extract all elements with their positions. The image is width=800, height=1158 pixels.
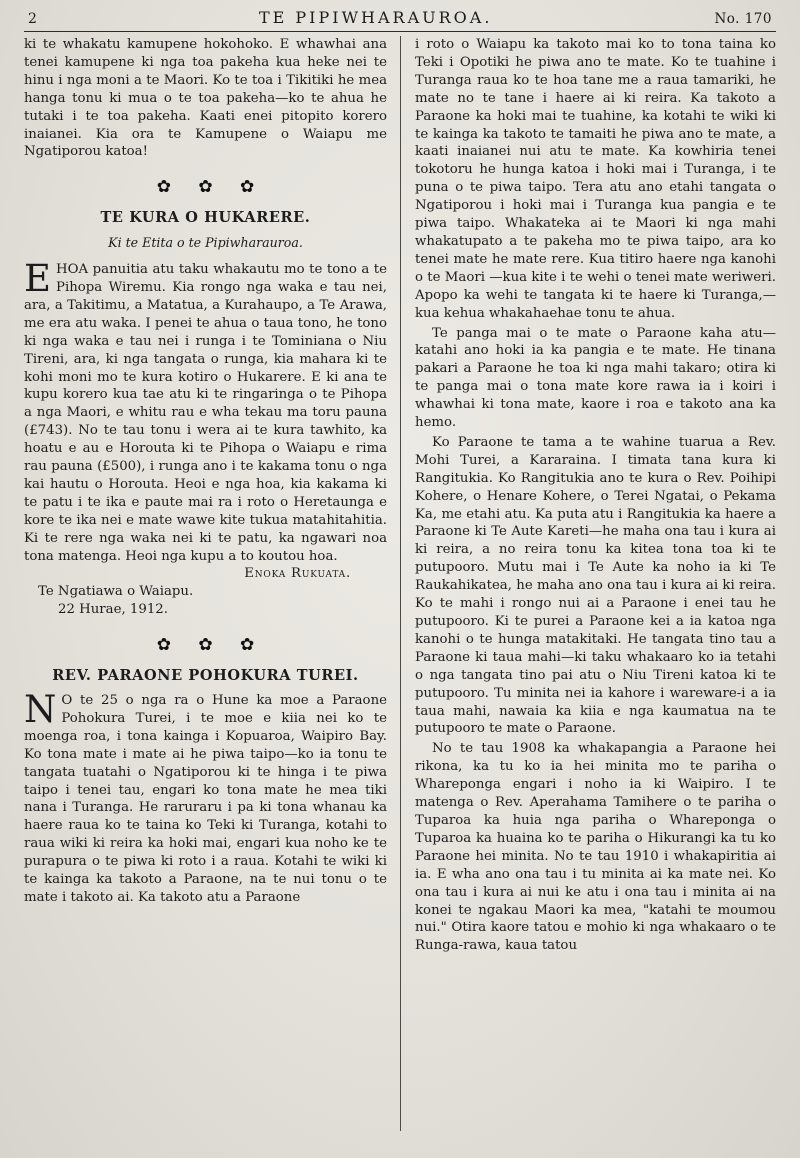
paper-title: TE PIPIWHARAUROA.: [258, 8, 493, 27]
article1-signature-place: Te Ngatiawa o Waiapu.: [38, 584, 194, 600]
article1-signature-date: 22 Hurae, 1912.: [58, 602, 168, 618]
ornament-row-1: ✿ ✿ ✿: [156, 177, 255, 198]
right-paragraph-3: Ko Paraone te tama a te wahine tuarua a Rev. Mohi Turei, a Kararaina. I timata tana kura ki Rangitukia. Ko Rangitukia ano te kura o Rev. Poihipi Kohere, o Henare Kohere, o Terei Ngatai, o Pekama Ka, me etahi atu. Ka puta atu i Rangitukia ka haere a Paraone ki Te Aute Kareti—he maha ona tau i kura ai ki reira, a no reira tonu ka kitea tona toa ki te putupooro. Mutu mai i Te Aute ka noho ia ki Te Raukahikatea, he maha ano ona tau i kura ai ki reira. Ko te mahi i rongo nui ai a Paraone i enei tau he putupooro. Ki te purei a Paraone kei a ia katoa nga kanohi o te hunga matakitaki. He tangata tino tau a Paraone ki taua mahi—ki taku whakaaro ko ia tetahi o nga tangata tino pai atu o Niu Tireni katoa ki te putupooro. Tu minita nei ia kahore i wareware-i a ia taua mahi, nawaia ka kiia e nga kaumatua na te putupooro te mate o Paraone.: [415, 434, 776, 737]
article1-heading: TE KURA O HUKARERE.: [100, 209, 311, 227]
right-paragraph-2: Te panga mai o te mate o Paraone kaha atu—katahi ano hoki ia ka pangia e te mate. He tinana pakari a Paraone he toa ki nga mahi takaro; otira ki te panga mai o tona mate kore rawa ia i koiri i whawhai ki tona mate, kaore i roa e takoto ana ka hemo.: [415, 325, 776, 431]
continuation-paragraph: ki te whakatu kamupene hokohoko. E whawhai ana tenei kamupene ki nga toa pakeha kua heke nei te hinu i nga moni a te Maori. Ko te toa i Tikitiki he mea hanga tonu ki mua o te toa pakeha—ko te ahua he tutaki i te toa pakeha. Kaati enei pitopito korero inaianei. Kia ora te Kamupene o Waiapu me Ngatiporou katoa!: [24, 37, 387, 160]
article2-body: [24, 688, 387, 907]
article2-heading: REV. PARAONE POHOKURA TUREI.: [52, 667, 359, 685]
article1-subheading: Ki te Etita o te Pipiwharauroa.: [108, 235, 303, 251]
ornament-row-2: ✿ ✿ ✿: [156, 635, 255, 656]
article1-signature: Enoka Rukuata.: [244, 566, 351, 582]
article2-dropcap: N: [24, 688, 57, 731]
right-paragraph-4: No te tau 1908 ka whakapangia a Paraone hei rikona, ka tu ko ia hei minita mo te pariha o Whareponga engari i noho ia ki Waipiro. I te matenga o Rev. Aperahama Tamihere o te pariha o Tuparoa ka huia nga pariha o Whareponga o Tuparoa ka huaina ko te pariha o Hikurangi ka tu ko Paraone hei minita. No te tau 1910 i whakapiritia ai ia. E wha ano ona tau i tu minita ai ka mate nei. Ko ona tau i kura ai nui ke atu i ona tau i minita ai na konei te ngakau Maori ka mea, "katahi te moumou nui." Otira kaore tatou e mohio ki nga whakaaro o te Runga-rawa, kaua tatou: [415, 741, 776, 954]
issue-number: No. 170: [714, 11, 772, 27]
article1-body-text: HOA panuitia atu taku whakautu mo te tono a te Pihopa Wiremu. Kia rongo nga waka e tau nei, ara, a Takitimu, a Matatua, a Kurahaupo, a Te Arawa, me era atu waka. I penei te ahua o taua tono, he tono ki nga waka e tau nei i runga i te Tominiana o Niu Tireni, ara, ki nga tangata o runga, kia mahara ki te kohi moni mo te kura kotiro o Hukarere. E ki ana te kupu korero kua tae atu ki te ringaringa o te Pihopa a nga Maori, e whitu rau e wha tekau ma toru pauna (£743). No te tau tonu i wera ai te kura tawhito, ka hoatu e au e Horouta ki te Pihopa o Waiapu e rima rau pauna (£500), i runga ano i te kakama tonu o nga kai hautu o Horouta. Heoi e nga hoa, kia kakama ki te patu i te ika e paute mai ra i roto o Heretaunga e kore te ika nei e mate wawe kite tukua matahitahitia. Ki te rere nga waka nei ki te patu, ka ngawari noa tona matenga. Heoi nga kupu a to koutou hoa.: [24, 262, 387, 564]
article2-body-text: O te 25 o nga ra o Hune ka moe a Paraone Pohokura Turei, i te moe e kiia nei ko te moenga roa, i tona kainga i Kopuaroa, Waipiro Bay. Ko tona mate i mate ai he piwa taipo—ko ia tonu te tangata tuatahi o Ngatiporou ki te hinga i te piwa taipo i tenei tau, engari ko tona mate he mea tiki nana i Turanga. He raruraru i pa ki tona whanau ka haere raua ko te taina ko Teki ki Turanga, kotahi to raua wiki ki reira ka hoki mai, engari kua noho ke te purapura o te piwa ki roto i a raua. Kotahi te wiki ki te kainga ka takoto a Paraone, na te nui tonu o te mate i takoto ai. Ka takoto atu a Paraone: [24, 693, 387, 905]
left-column: [24, 36, 400, 1131]
page-columns: [24, 36, 776, 1131]
article1-body: [24, 257, 387, 565]
masthead: [24, 6, 776, 32]
page-number: 2: [28, 11, 37, 27]
article1-dropcap: E: [24, 257, 52, 301]
right-paragraph-1: i roto o Waiapu ka takoto mai ko to tona taina ko Teki i Opotiki he piwa ano te mate. Ko te tuahine i Turanga raua ko te hoa tane me a raua tamariki, he mate no te tane i haere ai ki reira. Ka takoto a Paraone ka hoki mai te tuahine, ka kotahi te wiki ki te kainga ka takoto te tamaiti he piwa ano te mate, a kaati inaianei nui atu te mate. Ka kowhiria tenei tokotoru he hunga katoa i hoki mai i Turanga, i te puna o te piwa taipo. Tera atu ano etahi tangata o Ngatiporou i hoki mai i Turanga kua pangia e te piwa taipo. Whakateka ai te Maori ki nga mahi whakatupato a te pakeha mo te piwa taipo, ara ko tenei mate he mate rere. Kua titiro haere nga kanohi o te Maori —kua kite i te wehi o tenei mate weriweri. Apopo ka wehi te tangata ki te haere ki Turanga,—kua kehua whakahaehae tonu te ahua.: [415, 37, 776, 321]
right-column: [400, 36, 776, 1131]
